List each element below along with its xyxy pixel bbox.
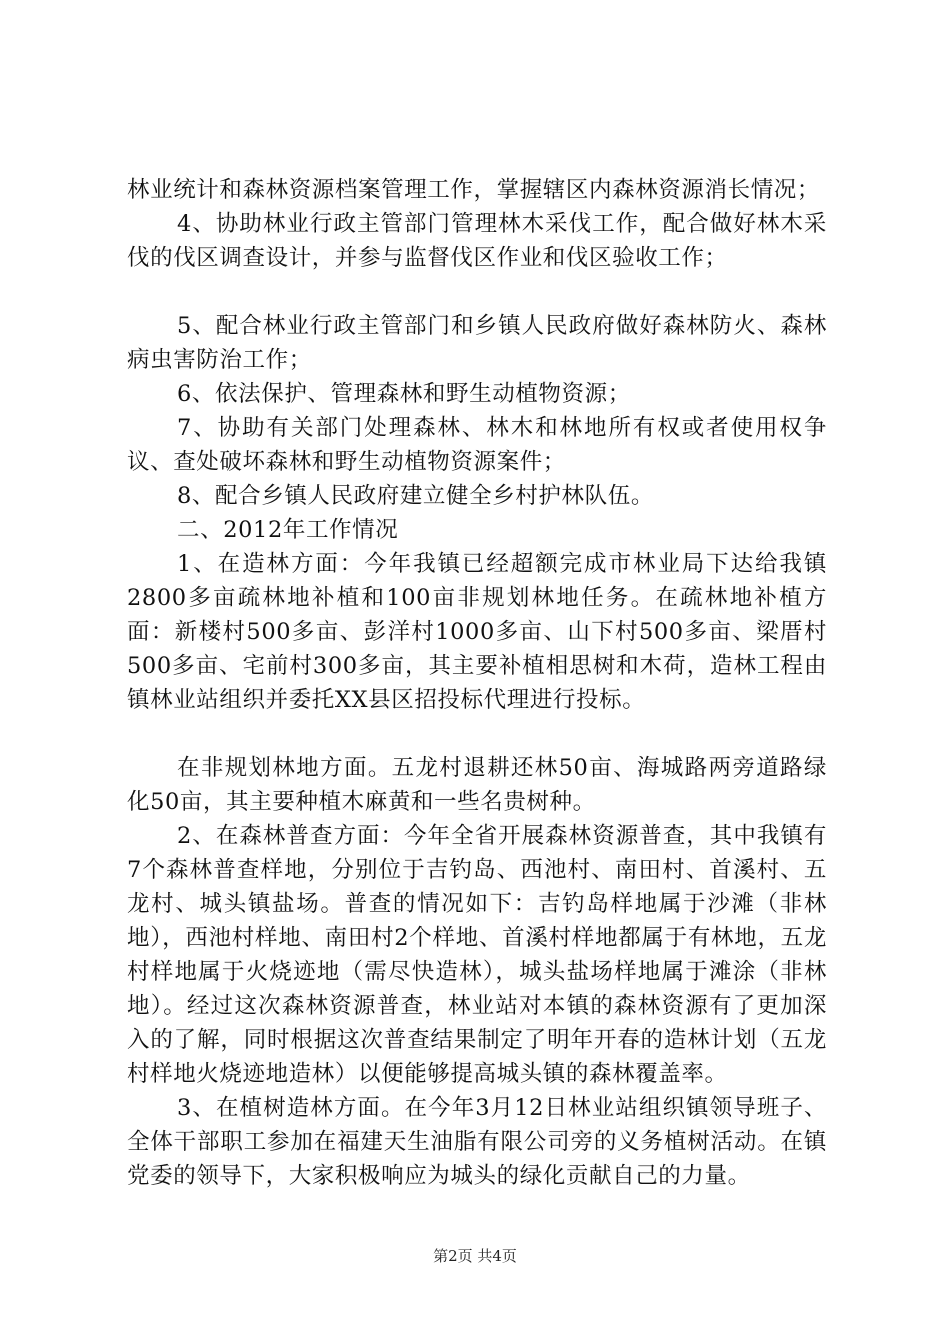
document-body bbox=[127, 173, 827, 1193]
section-heading-2012: 二、2012年工作情况 bbox=[177, 517, 399, 543]
paragraph-item-4: 4、协助林业行政主管部门管理林木采伐工作，配合做好林木采伐的伐区调查设计，并参与监督伐区作业和伐区验收工作； bbox=[127, 211, 827, 271]
page-number-footer: 第2页 共4页 bbox=[433, 1247, 517, 1265]
paragraph-item-5: 5、配合林业行政主管部门和乡镇人民政府做好森林防火、森林病虫害防治工作； bbox=[127, 313, 827, 373]
paragraph-item-8: 8、配合乡镇人民政府建立健全乡村护林队伍。 bbox=[177, 483, 654, 509]
paragraph-forest-survey: 2、在森林普查方面：今年全省开展森林资源普查，其中我镇有7个森林普查样地，分别位于吉钓岛、西池村、南田村、首溪村、五龙村、城头镇盐场。普查的情况如下：吉钓岛样地属于沙滩（非林地），西池村样地、南田村2个样地、首溪村样地都属于有林地，五龙村样地属于火烧迹地（需尽快造林），城头盐场样地属于滩涂（非林地）。经过这次森林资源普查，林业站对本镇的森林资源有了更加深入的了解，同时根据这次普查结果制定了明年开春的造林计划（五龙村样地火烧迹地造林）以便能够提高城头镇的森林覆盖率。 bbox=[127, 823, 827, 1087]
paragraph-tree-planting: 3、在植树造林方面。在今年3月12日林业站组织镇领导班子、全体干部职工参加在福建天生油脂有限公司旁的义务植树活动。在镇党委的领导下，大家积极响应为城头的绿化贡献自己的力量。 bbox=[127, 1095, 827, 1189]
paragraph-non-planned-forest: 在非规划林地方面。五龙村退耕还林50亩、海城路两旁道路绿化50亩，其主要种植木麻黄和一些名贵树种。 bbox=[127, 755, 827, 815]
paragraph-item-7: 7、协助有关部门处理森林、林木和林地所有权或者使用权争议、查处破坏森林和野生动植物资源案件； bbox=[127, 415, 827, 475]
paragraph-item-6: 6、依法保护、管理森林和野生动植物资源； bbox=[177, 381, 631, 407]
paragraph-continuation: 林业统计和森林资源档案管理工作，掌握辖区内森林资源消长情况； bbox=[127, 177, 821, 203]
paragraph-afforestation: 1、在造林方面：今年我镇已经超额完成市林业局下达给我镇2800多亩疏林地补植和100亩非规划林地任务。在疏林地补植方面：新楼村500多亩、彭洋村1000多亩、山下村500多亩、梁厝村500多亩、宅前村300多亩，其主要补植相思树和木荷，造林工程由镇林业站组织并委托XX县区招投标代理进行投标。 bbox=[127, 551, 827, 713]
